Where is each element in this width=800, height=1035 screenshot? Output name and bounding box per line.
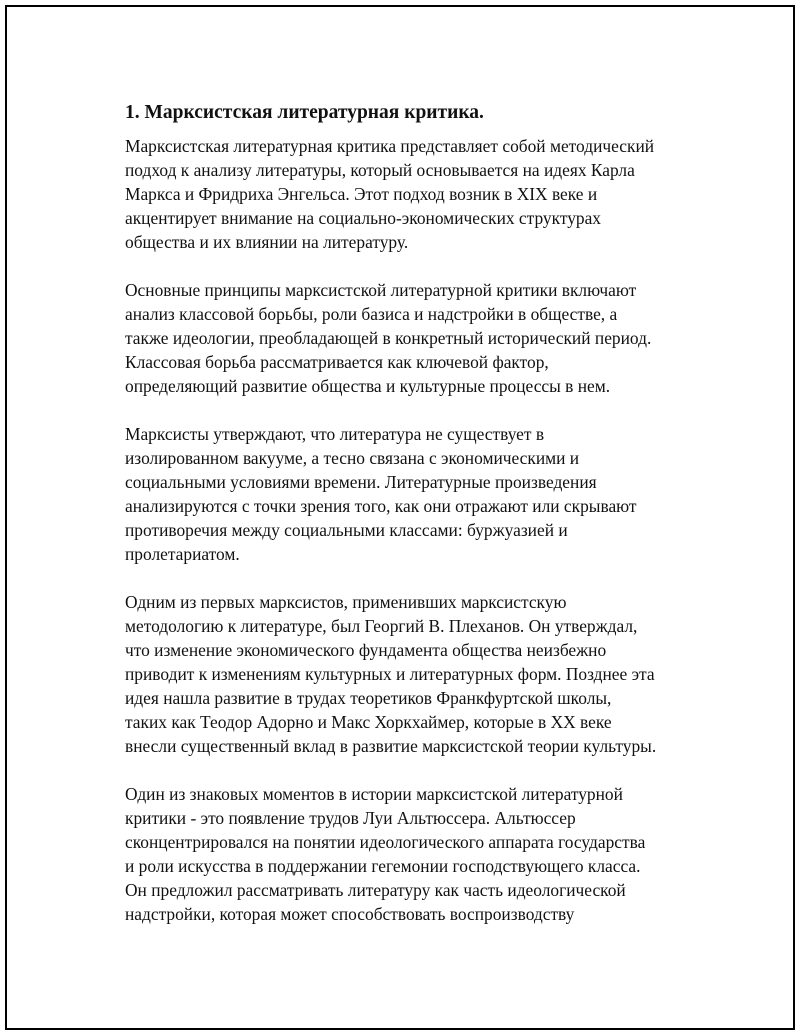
text-line: подход к анализу литературы, который основывается на идеях Карла bbox=[125, 160, 635, 180]
text-line: анализ классовой борьбы, роли базиса и надстройки в обществе, а bbox=[125, 304, 618, 324]
paragraph bbox=[125, 278, 695, 398]
text-line: Он предложил рассматривать литературу как часть идеологической bbox=[125, 880, 626, 900]
paragraph bbox=[125, 134, 695, 254]
text-line: таких как Теодор Адорно и Макс Хоркхаймер, которые в XX веке bbox=[125, 712, 612, 732]
text-line: общества и их влиянии на литературу. bbox=[125, 232, 409, 252]
text-line: Марксисты утверждают, что литература не существует в bbox=[125, 424, 545, 444]
text-line: Основные принципы марксистской литературной критики включают bbox=[125, 280, 637, 300]
section-heading: 1. Марксистская литературная критика. bbox=[125, 102, 484, 123]
text-line: идея нашла развитие в трудах теоретиков Франкфуртской школы, bbox=[125, 688, 612, 708]
text-line: Маркса и Фридриха Энгельса. Этот подход возник в XIX веке и bbox=[125, 184, 598, 204]
text-line: определяющий развитие общества и культурные процессы в нем. bbox=[125, 376, 611, 396]
text-line: критики - это появление трудов Луи Альтюссера. Альтюссер bbox=[125, 808, 576, 828]
page-frame bbox=[5, 5, 795, 1030]
text-line: также идеологии, преобладающей в конкретный исторический период. bbox=[125, 328, 652, 348]
text-line: методологию к литературе, был Георгий В. Плеханов. Он утверждал, bbox=[125, 616, 638, 636]
text-line: надстройки, которая может способствовать воспроизводству bbox=[125, 904, 575, 924]
paragraph bbox=[125, 782, 695, 926]
paragraphs-container bbox=[125, 134, 695, 926]
text-line: акцентирует внимание на социально-экономических структурах bbox=[125, 208, 601, 228]
document-body bbox=[125, 100, 695, 950]
text-line: Марксистская литературная критика представляет собой методический bbox=[125, 136, 655, 156]
text-line: сконцентрировался на понятии идеологического аппарата государства bbox=[125, 832, 646, 852]
text-line: противоречия между социальными классами: буржуазией и bbox=[125, 520, 568, 540]
text-line: Один из знаковых моментов в истории марксистской литературной bbox=[125, 784, 623, 804]
text-line: пролетариатом. bbox=[125, 544, 240, 564]
text-line: что изменение экономического фундамента общества неизбежно bbox=[125, 640, 607, 660]
text-line: приводит к изменениям культурных и литературных форм. Позднее эта bbox=[125, 664, 655, 684]
paragraph bbox=[125, 590, 695, 758]
text-line: изолированном вакууме, а тесно связана с экономическими и bbox=[125, 448, 580, 468]
text-line: социальными условиями времени. Литературные произведения bbox=[125, 472, 597, 492]
paragraph bbox=[125, 422, 695, 566]
text-line: внесли существенный вклад в развитие марксистской теории культуры. bbox=[125, 736, 657, 756]
text-line: анализируются с точки зрения того, как они отражают или скрывают bbox=[125, 496, 637, 516]
text-line: и роли искусства в поддержании гегемонии господствующего класса. bbox=[125, 856, 641, 876]
text-line: Классовая борьба рассматривается как ключевой фактор, bbox=[125, 352, 549, 372]
text-line: Одним из первых марксистов, применивших марксистскую bbox=[125, 592, 567, 612]
